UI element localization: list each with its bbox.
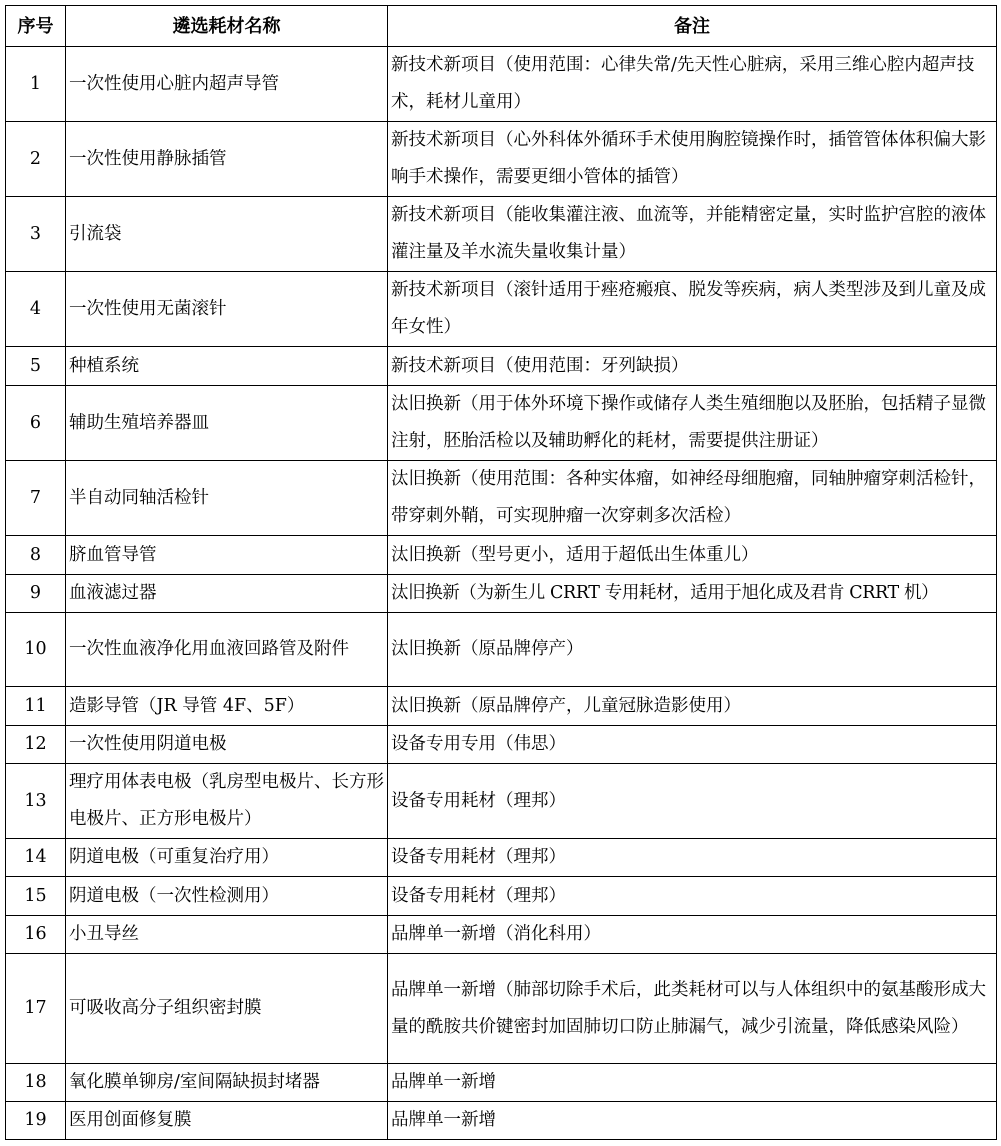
row-no: 4: [6, 272, 66, 347]
row-no: 8: [6, 536, 66, 575]
row-note: 设备专用耗材（理邦）: [388, 877, 997, 916]
row-name: 辅助生殖培养器皿: [66, 386, 388, 461]
row-name: 一次性使用阴道电极: [66, 726, 388, 764]
row-note: 汰旧换新（用于体外环境下操作或储存人类生殖细胞以及胚胎，包括精子显微注射，胚胎活检以及辅助孵化的耗材，需要提供注册证）: [388, 386, 997, 461]
row-note: 汰旧换新（型号更小，适用于超低出生体重儿）: [388, 536, 997, 575]
row-name: 医用创面修复膜: [66, 1102, 388, 1140]
row-note: 汰旧换新（使用范围：各种实体瘤，如神经母细胞瘤，同轴肿瘤穿刺活检针，带穿刺外鞘，可实现肿瘤一次穿刺多次活检）: [388, 461, 997, 536]
row-note: 设备专用耗材（理邦）: [388, 839, 997, 877]
table-row: [6, 687, 997, 726]
row-name: 可吸收高分子组织密封膜: [66, 954, 388, 1064]
row-note: 品牌单一新增（消化科用）: [388, 916, 997, 954]
row-name: 脐血管导管: [66, 536, 388, 575]
table-row: [6, 536, 997, 575]
table-row: [6, 877, 997, 916]
row-no: 1: [6, 47, 66, 122]
row-no: 19: [6, 1102, 66, 1140]
row-note: 品牌单一新增: [388, 1102, 997, 1140]
row-name: 种植系统: [66, 347, 388, 386]
consumables-table: [5, 5, 997, 1140]
row-no: 16: [6, 916, 66, 954]
row-name: 一次性使用无菌滚针: [66, 272, 388, 347]
header-note: 备注: [388, 6, 997, 47]
row-name: 一次性血液净化用血液回路管及附件: [66, 613, 388, 687]
row-no: 10: [6, 613, 66, 687]
table-row: [6, 272, 997, 347]
row-name: 理疗用体表电极（乳房型电极片、长方形电极片、正方形电极片）: [66, 764, 388, 839]
table-row: [6, 613, 997, 687]
row-no: 15: [6, 877, 66, 916]
table-row: [6, 954, 997, 1064]
table-row: [6, 575, 997, 613]
row-name: 阴道电极（可重复治疗用）: [66, 839, 388, 877]
table-row: [6, 47, 997, 122]
row-note: 品牌单一新增（肺部切除手术后，此类耗材可以与人体组织中的氨基酸形成大量的酰胺共价键密封加固肺切口防止肺漏气，减少引流量，降低感染风险）: [388, 954, 997, 1064]
row-note: 设备专用耗材（理邦）: [388, 764, 997, 839]
row-name: 氧化膜单铆房/室间隔缺损封堵器: [66, 1064, 388, 1102]
header-no: 序号: [6, 6, 66, 47]
row-note: 新技术新项目（使用范围：牙列缺损）: [388, 347, 997, 386]
row-no: 9: [6, 575, 66, 613]
row-note: 品牌单一新增: [388, 1064, 997, 1102]
table-row: [6, 839, 997, 877]
row-no: 5: [6, 347, 66, 386]
row-name: 半自动同轴活检针: [66, 461, 388, 536]
row-no: 6: [6, 386, 66, 461]
table-row: [6, 122, 997, 197]
row-no: 14: [6, 839, 66, 877]
table-header-row: [6, 6, 997, 47]
table-row: [6, 347, 997, 386]
table-row: [6, 916, 997, 954]
row-name: 小丑导丝: [66, 916, 388, 954]
header-name: 遴选耗材名称: [66, 6, 388, 47]
row-name: 造影导管（JR 导管 4F、5F）: [66, 687, 388, 726]
table-row: [6, 197, 997, 272]
row-name: 一次性使用静脉插管: [66, 122, 388, 197]
row-no: 17: [6, 954, 66, 1064]
row-no: 3: [6, 197, 66, 272]
row-no: 12: [6, 726, 66, 764]
table-row: [6, 386, 997, 461]
row-note: 新技术新项目（能收集灌注液、血流等，并能精密定量，实时监护宫腔的液体灌注量及羊水流失量收集计量）: [388, 197, 997, 272]
row-no: 11: [6, 687, 66, 726]
row-no: 18: [6, 1064, 66, 1102]
row-name: 血液滤过器: [66, 575, 388, 613]
row-note: 新技术新项目（使用范围：心律失常/先天性心脏病，采用三维心腔内超声技术，耗材儿童用）: [388, 47, 997, 122]
table-row: [6, 764, 997, 839]
table-row: [6, 1102, 997, 1140]
row-name: 阴道电极（一次性检测用）: [66, 877, 388, 916]
row-name: 引流袋: [66, 197, 388, 272]
row-no: 2: [6, 122, 66, 197]
row-note: 汰旧换新（为新生儿 CRRT 专用耗材，适用于旭化成及君肯 CRRT 机）: [388, 575, 997, 613]
row-name: 一次性使用心脏内超声导管: [66, 47, 388, 122]
row-no: 7: [6, 461, 66, 536]
table-row: [6, 726, 997, 764]
row-note: 汰旧换新（原品牌停产）: [388, 613, 997, 687]
table-row: [6, 1064, 997, 1102]
row-note: 新技术新项目（滚针适用于痤疮瘢痕、脱发等疾病，病人类型涉及到儿童及成年女性）: [388, 272, 997, 347]
row-note: 设备专用专用（伟思）: [388, 726, 997, 764]
row-note: 新技术新项目（心外科体外循环手术使用胸腔镜操作时，插管管体体积偏大影响手术操作，需要更细小管体的插管）: [388, 122, 997, 197]
table-row: [6, 461, 997, 536]
row-note: 汰旧换新（原品牌停产，儿童冠脉造影使用）: [388, 687, 997, 726]
row-no: 13: [6, 764, 66, 839]
